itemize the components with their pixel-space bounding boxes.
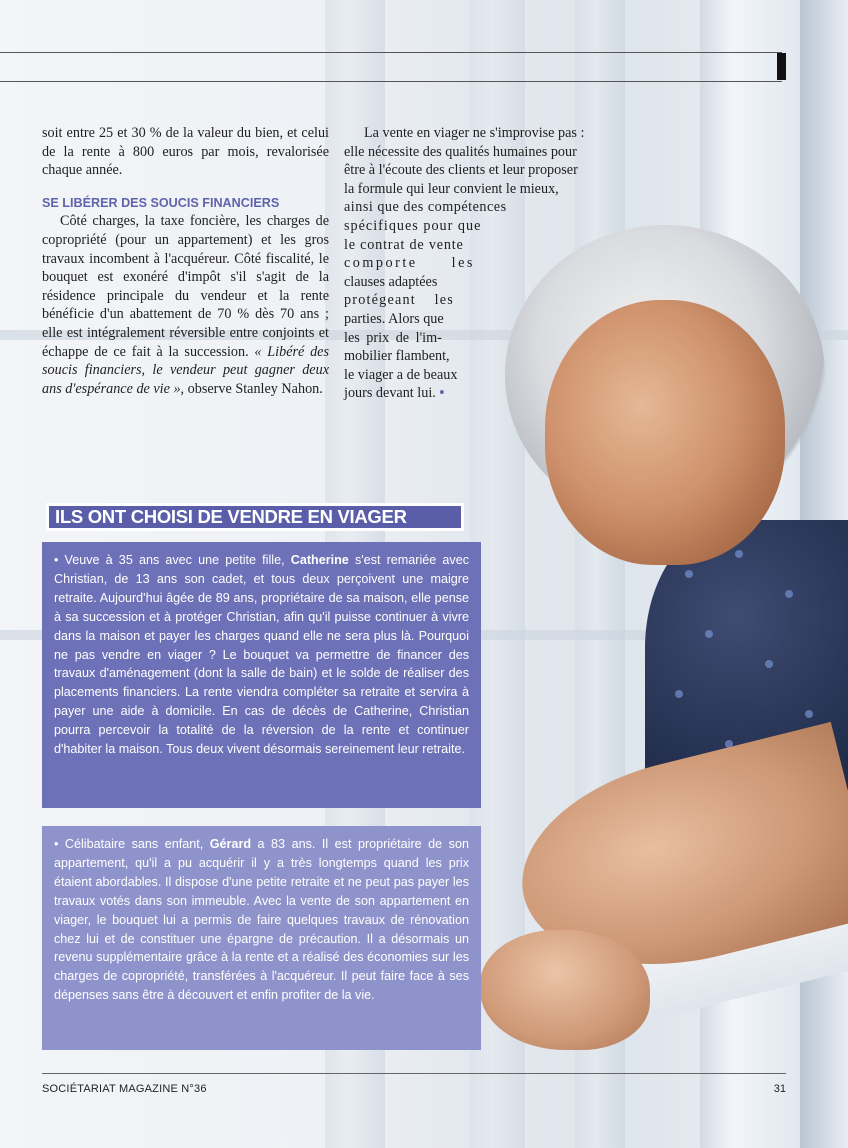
header-rule xyxy=(0,52,782,82)
text-line: être à l'écoute des clients et leur proposer xyxy=(344,162,578,179)
quote: « Libéré des soucis financiers, le vendeur peut gagner deux ans d'espérance de vie », xyxy=(42,343,329,397)
text-line: la formule qui leur convient le mieux, xyxy=(344,180,559,197)
testimonial-box-gerard xyxy=(42,826,481,1050)
text-line: comporte les xyxy=(344,255,475,272)
testimonial-name: Gérard xyxy=(209,837,252,851)
footer-rule xyxy=(42,1073,786,1074)
testimonial-text: s'est remariée avec Christian, de 13 ans son cadet, et tous deux perçoivent une maigre retraite. Aujourd'hui âgée de 89 ans, propriétaire de sa maison, elle pense à sa succession et à protéger Christian, afin qu'il puisse continuer à vivre dans la maison et payer les charges quand elle ne sera plus là. Pourquoi ne pas vendre en viager ? Le bouquet va permettre de financer des travaux d'aménagement (dont la salle de bain) et le solde de réaliser des placements financiers. La rente viendra compléter sa retraite et servira à payer une aide à domicile. En cas de décès de Catherine, Christian pourra percevoir la totalité de la réversion de la rente et continuer d'habiter la maison. Tous deux vivent désormais sereinement leur retraite. xyxy=(54,553,469,757)
page-number: 31 xyxy=(773,1083,786,1095)
text-line xyxy=(344,384,634,403)
woman-hand xyxy=(480,930,650,1050)
text-line: le contrat de vente xyxy=(344,236,464,253)
sidebar-title: ILS ONT CHOISI DE VENDRE EN VIAGER xyxy=(49,506,461,528)
attribution: observe Stanley Nahon. xyxy=(184,380,323,397)
text-line: clauses adaptées xyxy=(344,273,438,290)
testimonial-text: • Célibataire sans enfant, xyxy=(54,837,210,851)
end-bullet: • xyxy=(439,385,445,402)
testimonial-box-catherine xyxy=(42,542,481,808)
paragraph xyxy=(42,212,329,398)
text-line: protégeant les xyxy=(344,292,454,309)
text-line: mobilier flambent, xyxy=(344,348,450,365)
paragraph-text: Côté charges, la taxe foncière, les charges de copropriété (pour un appartement) et les gros travaux incombent à l'acquéreur. Côté fiscalité, le bouquet est exonéré d'impôt s'il s'agit de la résidence principale du vendeur et la rente bénéficie d'un abattement de 70 % dès 70 ans ; elle est intégralement réversible entre conjoints et échappe de ce fait à la succession. xyxy=(42,213,329,360)
testimonial-name: Catherine xyxy=(290,553,349,567)
header-marker xyxy=(777,53,786,80)
text-line: elle nécessite des qualités humaines pour xyxy=(344,143,577,160)
paragraph: soit entre 25 et 30 % de la valeur du bien, et celui de la rente à 800 euros par mois, revalorisée chaque année. xyxy=(42,125,329,179)
sidebar-banner xyxy=(46,503,464,531)
text-line: parties. Alors que xyxy=(344,310,444,327)
text-line: La vente en viager ne s'improvise pas : xyxy=(364,125,585,141)
text-line: les prix de l'im- xyxy=(344,329,442,346)
article-column-2 xyxy=(344,124,634,403)
text-line: le viager a de beaux xyxy=(344,366,458,383)
text-line: ainsi que des compétences xyxy=(344,199,507,216)
testimonial-text: • Veuve à 35 ans avec une petite fille, xyxy=(54,553,291,567)
section-subhead: SE LIBÉRER DES SOUCIS FINANCIERS xyxy=(42,195,280,210)
magazine-name: SOCIÉTARIAT MAGAZINE N°36 xyxy=(42,1083,207,1095)
text-line-end: jours devant lui. xyxy=(344,385,436,402)
article-column-1 xyxy=(42,124,329,398)
text-line: spécifiques pour que xyxy=(344,217,482,234)
testimonial-text: a 83 ans. Il est propriétaire de son appartement, qu'il a pu acquérir il y a très longtemps quand les prix étaient abordables. Il dispose d'une petite retraite et ne peut pas payer les travaux votés dans son immeuble. Avec la vente de son appartement en viager, le bouquet lui a permis de faire quelques travaux de rénovation chez lui et de constituer une épargne de précaution. Il a désormais un revenu supplémentaire grâce à la rente et a réalisé des économies sur les charges de copropriété, transférées à l'acquéreur. Il peut faire face à ses dépenses sans être à découvert et enfin profiter de la vie. xyxy=(54,837,469,1003)
